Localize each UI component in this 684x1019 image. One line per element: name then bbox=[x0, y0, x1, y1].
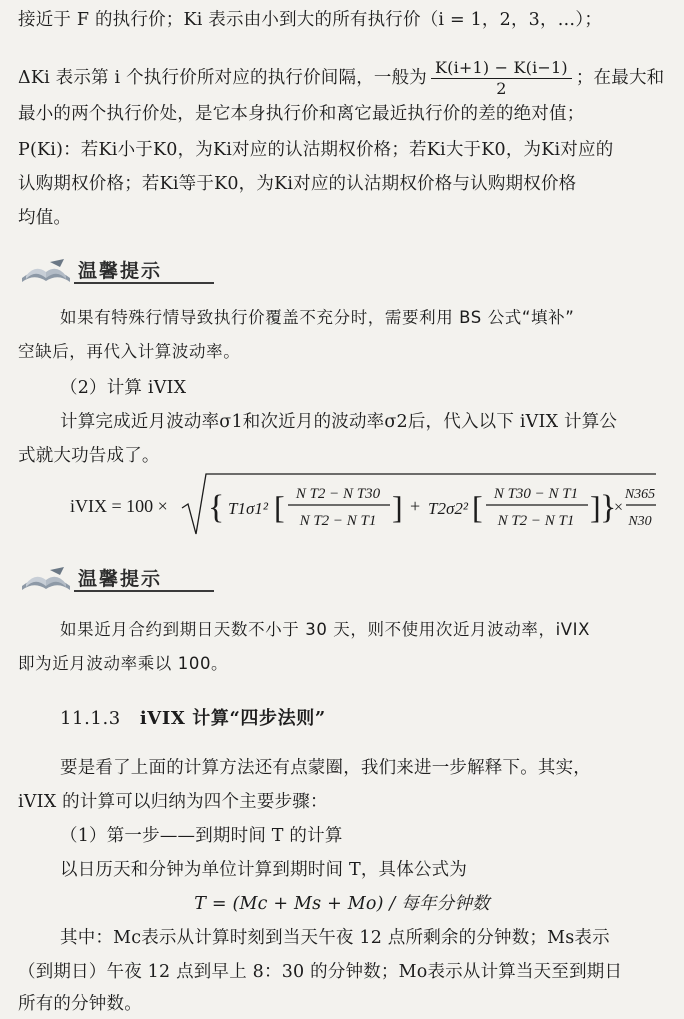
tip-underline bbox=[74, 590, 214, 592]
bracket-left: [ bbox=[472, 489, 483, 525]
tip-text: 空缺后，再代入计算波动率。 bbox=[18, 342, 241, 361]
formula-lhs: iVIX = 100 × bbox=[70, 496, 168, 516]
fraction1-denominator: N T2 − N T1 bbox=[299, 513, 377, 529]
formula-times: × bbox=[614, 499, 624, 516]
ivix-formula bbox=[70, 468, 660, 544]
paragraph-line: 均值。 bbox=[18, 208, 72, 228]
fraction3-numerator: N365 bbox=[624, 487, 656, 502]
tip-header bbox=[18, 252, 348, 288]
paragraph-line: 式就大功告成了。 bbox=[18, 446, 160, 466]
fraction2-denominator: N T2 − N T1 bbox=[497, 513, 575, 529]
paragraph-line: iVIX 的计算可以归纳为四个主要步骤： bbox=[18, 792, 328, 812]
formula-plus: + bbox=[410, 496, 421, 516]
open-book-icon bbox=[20, 258, 72, 286]
fraction-denominator: 2 bbox=[496, 79, 507, 98]
bracket-right: ] bbox=[392, 489, 403, 525]
tip-text: 如果有特殊行情导致执行价覆盖不充分时，需要利用 BS 公式“填补” bbox=[60, 308, 575, 327]
tip-text: 如果近月合约到期日天数不小于 30 天，则不使用次近月波动率，iVIX bbox=[60, 620, 591, 639]
paragraph-line: 以日历天和分钟为单位计算到期时间 T，具体公式为 bbox=[60, 860, 468, 880]
open-book-icon bbox=[20, 566, 72, 594]
fraction3-denominator: N30 bbox=[628, 514, 652, 529]
brace-left: { bbox=[208, 489, 225, 526]
paragraph-line: 接近于 F 的执行价；Ki 表示由小到大的所有执行价（i = 1，2，3，…）； bbox=[18, 10, 603, 30]
paragraph-line: P(Ki)：若Ki小于K0，为Ki对应的认沽期权价格；若Ki大于K0，为Ki对应的 bbox=[18, 140, 614, 160]
tip-underline bbox=[74, 282, 214, 284]
fraction-delta-k bbox=[431, 58, 572, 99]
fraction2-numerator: N T30 − N T1 bbox=[493, 486, 579, 502]
step-heading: （1）第一步——到期时间 T 的计算 bbox=[60, 826, 343, 846]
bracket-right: ] bbox=[590, 489, 601, 525]
tip-label: 温馨提示 bbox=[78, 260, 163, 282]
fraction1-numerator: N T2 − N T30 bbox=[295, 486, 381, 502]
tip-header bbox=[18, 560, 348, 596]
section-heading bbox=[60, 704, 326, 730]
step-heading: （2）计算 iVIX bbox=[60, 378, 187, 398]
paragraph-line: 所有的分钟数。 bbox=[18, 994, 142, 1014]
text-run: ；在最大和 bbox=[575, 68, 665, 88]
paragraph-line: 要是看了上面的计算方法还有点蒙圈，我们来进一步解释下。其实， bbox=[60, 758, 591, 778]
tip-text: 即为近月波动率乘以 100。 bbox=[18, 654, 229, 673]
paragraph-line: 最小的两个执行价处，是它本身执行价和离它最近执行价的差的绝对值； bbox=[18, 104, 585, 124]
paragraph-line: 认购期权价格；若Ki等于K0，为Ki对应的认沽期权价格与认购期权价格 bbox=[18, 174, 577, 194]
brace-right: } bbox=[600, 489, 617, 526]
formula-term-t1: T1σ1² bbox=[228, 499, 268, 518]
formula-term-t2: T2σ2² bbox=[428, 499, 468, 518]
section-number: 11.1.3 bbox=[60, 708, 121, 729]
paragraph-line: 其中：Mc表示从计算时刻到当天午夜 12 点所剩余的分钟数；Ms表示 bbox=[60, 928, 610, 948]
bracket-left: [ bbox=[274, 489, 285, 525]
paragraph-line-with-fraction bbox=[18, 58, 666, 99]
fraction-numerator: K(i+1) − K(i−1) bbox=[431, 58, 572, 79]
formula-t: T = (Mc + Ms + Mo) / 每年分钟数 bbox=[194, 894, 490, 914]
tip-label: 温馨提示 bbox=[78, 568, 163, 590]
section-title: iVIX 计算“四步法则” bbox=[139, 708, 326, 729]
paragraph-line: 计算完成近月波动率σ1和次近月的波动率σ2后，代入以下 iVIX 计算公 bbox=[60, 412, 618, 432]
text-run: ΔKi 表示第 i 个执行价所对应的执行价间隔，一般为 bbox=[18, 68, 427, 88]
paragraph-line: （到期日）午夜 12 点到早上 8：30 的分钟数；Mo表示从计算当天至到期日 bbox=[18, 962, 623, 982]
